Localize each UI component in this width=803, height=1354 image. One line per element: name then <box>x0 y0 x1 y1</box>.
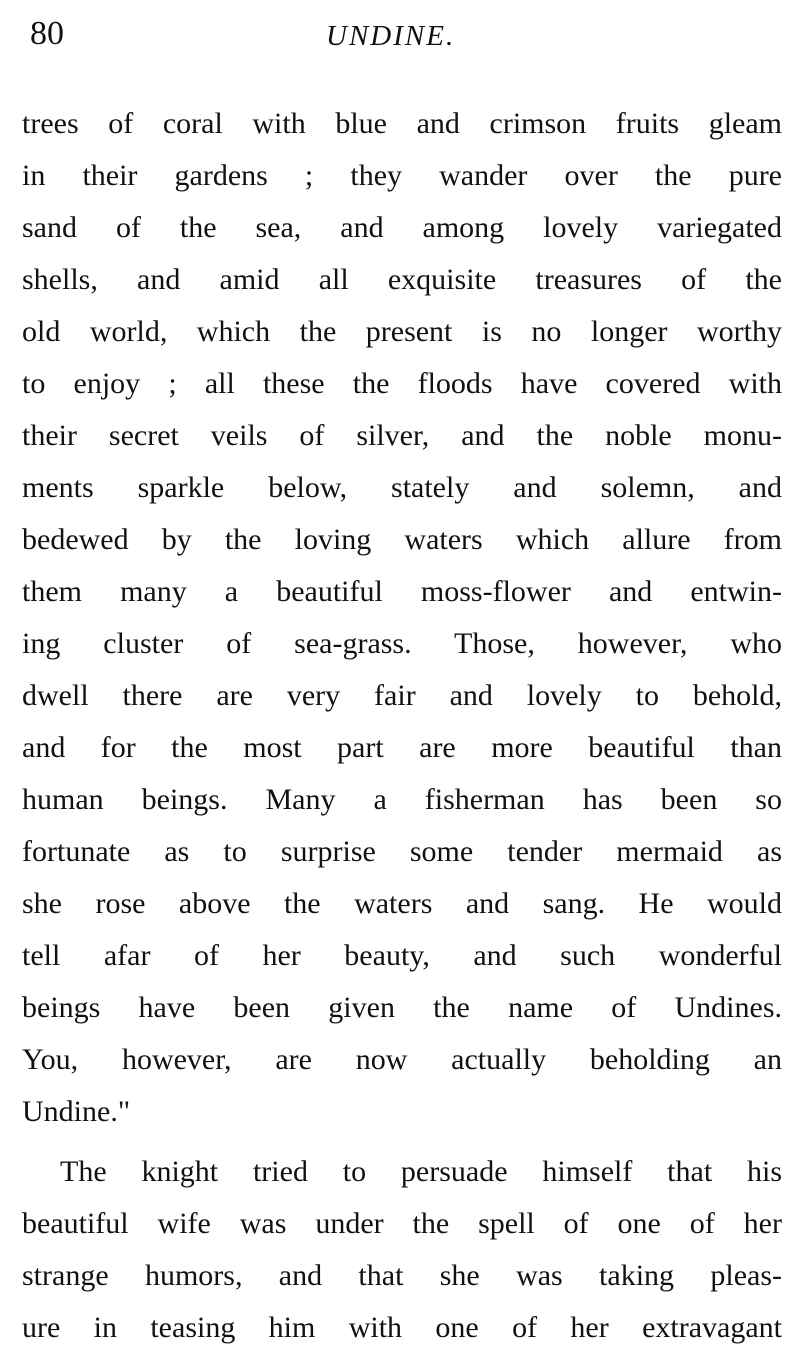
text-line: trees of coral with blue and crimson fruits gleam <box>22 107 782 140</box>
text-line: bedewed by the loving waters which allure from <box>22 523 782 556</box>
paragraph-gap <box>22 1138 782 1146</box>
text-line: to enjoy ; all these the floods have covered with <box>22 367 782 400</box>
text-line: beings have been given the name of Undines. <box>22 991 782 1024</box>
text-line: fortunate as to surprise some tender mermaid as <box>22 835 782 868</box>
text-line: ments sparkle below, stately and solemn, and <box>22 471 782 504</box>
text-line: The knight tried to persuade himself that his <box>60 1155 782 1188</box>
text-line: ure in teasing him with one of her extravagant <box>22 1311 782 1344</box>
text-line: shells, and amid all exquisite treasures of the <box>22 263 782 296</box>
text-line: dwell there are very fair and lovely to behold, <box>22 679 782 712</box>
text-line: beautiful wife was under the spell of one of her <box>22 1207 782 1240</box>
text-line: in their gardens ; they wander over the pure <box>22 159 782 192</box>
text-line: strange humors, and that she was taking pleas- <box>22 1259 782 1292</box>
text-line: she rose above the waters and sang. He would <box>22 887 782 920</box>
text-line: and for the most part are more beautiful than <box>22 731 782 764</box>
text-line: them many a beautiful moss-flower and entwin- <box>22 575 782 608</box>
page-header <box>30 10 780 70</box>
text-line: ing cluster of sea-grass. Those, however, who <box>22 627 782 660</box>
text-line: Undine." <box>22 1095 131 1128</box>
text-line: tell afar of her beauty, and such wonderful <box>22 939 782 972</box>
page-number: 80 <box>30 15 64 52</box>
text-line: their secret veils of silver, and the noble monu- <box>22 419 782 452</box>
text-line: You, however, are now actually beholding an <box>22 1043 782 1076</box>
text-line: human beings. Many a fisherman has been so <box>22 783 782 816</box>
text-line: old world, which the present is no longer worthy <box>22 315 782 348</box>
paragraph-2 <box>22 1146 782 1354</box>
body-text <box>22 98 782 1354</box>
running-head: UNDINE. <box>326 20 456 52</box>
paragraph-1 <box>22 98 782 1138</box>
text-line: sand of the sea, and among lovely variegated <box>22 211 782 244</box>
